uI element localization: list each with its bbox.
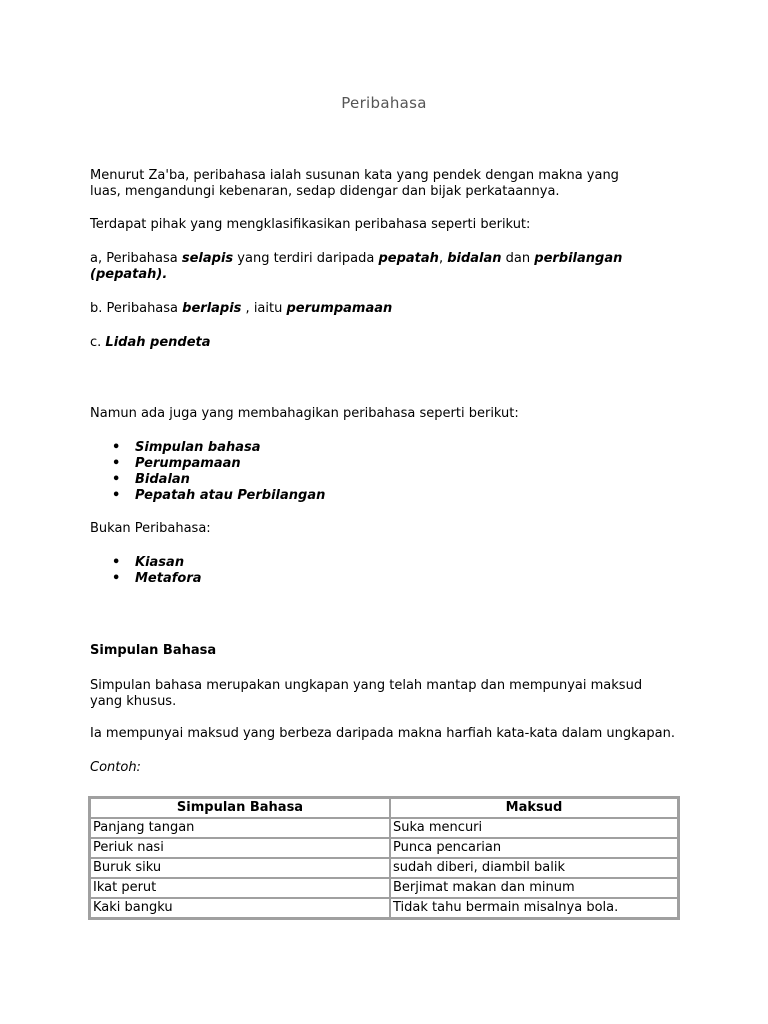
table-row xyxy=(90,878,678,898)
table-cell: Panjang tangan xyxy=(90,818,390,838)
table-cell: Ikat perut xyxy=(90,878,390,898)
item-a-bidalan: bidalan xyxy=(447,251,502,266)
item-b-berlapis: berlapis xyxy=(182,301,242,316)
table-header-cell: Maksud xyxy=(390,798,678,818)
namun-list xyxy=(90,440,650,504)
section-paragraph-2: Ia mempunyai maksud yang berbeza daripada makna harfiah kata-kata dalam ungkapan. xyxy=(90,726,675,741)
table-row xyxy=(90,858,678,878)
list-item: • Metafora xyxy=(90,571,650,587)
item-b-perumpamaan: perumpamaan xyxy=(286,301,393,316)
table-cell: Berjimat makan dan minum xyxy=(390,878,678,898)
item-c-prefix: c. xyxy=(90,335,106,350)
section-heading: Simpulan Bahasa xyxy=(90,643,217,658)
classification-item-b xyxy=(90,301,650,317)
table-cell: sudah diberi, diambil balik xyxy=(390,858,678,878)
list-item: • Kiasan xyxy=(90,555,650,571)
bukan-label: Bukan Peribahasa: xyxy=(90,521,211,536)
table-row xyxy=(90,898,678,918)
table-row xyxy=(90,818,678,838)
section-paragraph-1: Simpulan bahasa merupakan ungkapan yang telah mantap dan mempunyai maksud yang khusus. xyxy=(90,678,643,709)
list-item: • Perumpamaan xyxy=(90,456,650,472)
item-a-selapis: selapis xyxy=(181,251,234,266)
examples-table xyxy=(88,796,680,920)
classification-item-c xyxy=(90,335,650,351)
table-header-row xyxy=(90,798,678,818)
item-a-perbilangan: perbilangan (pepatah). xyxy=(90,251,623,282)
table-cell: Buruk siku xyxy=(90,858,390,878)
bukan-list xyxy=(90,555,650,587)
table-cell: Tidak tahu bermain misalnya bola. xyxy=(390,898,678,918)
list-item: • Pepatah atau Perbilangan xyxy=(90,488,650,504)
item-a-dan: dan xyxy=(501,251,535,266)
table-row xyxy=(90,838,678,858)
classification-intro: Terdapat pihak yang mengklasifikasikan peribahasa seperti berikut: xyxy=(90,217,531,232)
classification-item-a xyxy=(90,251,650,283)
item-b-prefix: b. Peribahasa xyxy=(90,301,183,316)
item-a-comma: , xyxy=(438,251,448,266)
table-cell: Kaki bangku xyxy=(90,898,390,918)
list-item: • Bidalan xyxy=(90,472,650,488)
intro-paragraph: Menurut Za'ba, peribahasa ialah susunan kata yang pendek dengan makna yang luas, mengandungi kebenaran, sedap didengar dan bijak perkataannya. xyxy=(90,168,619,199)
page-title: Peribahasa xyxy=(341,94,427,112)
contoh-label: Contoh: xyxy=(90,760,141,775)
namun-intro: Namun ada juga yang membahagikan peribahasa seperti berikut: xyxy=(90,406,519,421)
item-a-mid: yang terdiri daripada xyxy=(233,251,379,266)
table-cell: Punca pencarian xyxy=(390,838,678,858)
table-cell: Periuk nasi xyxy=(90,838,390,858)
list-item: • Simpulan bahasa xyxy=(90,440,650,456)
item-b-mid: , iaitu xyxy=(241,301,287,316)
item-c-lidah: Lidah pendeta xyxy=(105,335,211,350)
table-header-cell: Simpulan Bahasa xyxy=(90,798,390,818)
item-a-pepatah: pepatah xyxy=(378,251,439,266)
item-a-prefix: a, Peribahasa xyxy=(90,251,182,266)
table-cell: Suka mencuri xyxy=(390,818,678,838)
